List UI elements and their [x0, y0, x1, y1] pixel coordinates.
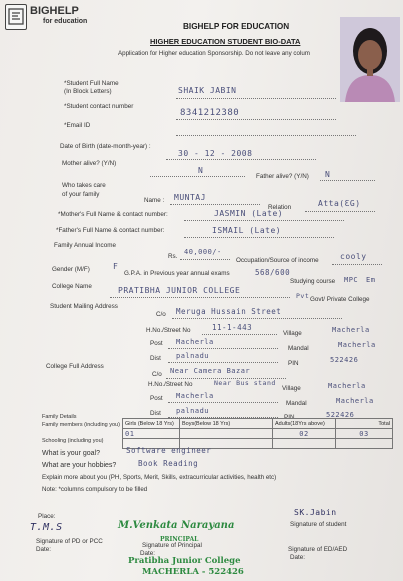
value-course[interactable]: MPC: [344, 276, 359, 284]
value-col-hno[interactable]: Near Bus stand: [214, 379, 276, 387]
col-girls: Girls (Below 18 Yrs): [123, 419, 180, 429]
label-gpa: G.P.A. in Previous year annual exams: [124, 270, 230, 277]
value-girls[interactable]: 01: [123, 429, 180, 439]
label-date-2: Date:: [140, 550, 156, 557]
brand-name: BIGHELP: [30, 5, 79, 17]
instruction-text: Application for Higher education Sponsorship. Do not leave any colum: [118, 50, 310, 57]
stamp-line-1: PRINCIPAL: [160, 536, 199, 543]
value-occupation[interactable]: cooly: [340, 252, 367, 261]
sig-principal: M.Venkata Narayana: [118, 520, 235, 531]
value-total[interactable]: 03: [336, 429, 393, 439]
label-of-family: of your family: [62, 191, 100, 198]
label-who-takes-care: Who takes care: [62, 182, 106, 189]
value-college[interactable]: PRATIBHA JUNIOR COLLEGE: [118, 286, 241, 295]
label-mandal-2: Mandal: [286, 400, 307, 407]
value-course-extra[interactable]: Em: [366, 276, 376, 284]
value-dob[interactable]: 30 - 12 - 2008: [178, 149, 253, 158]
value-contact[interactable]: 8341212380: [180, 108, 240, 118]
org-title: BIGHELP FOR EDUCATION: [183, 22, 290, 31]
col-total: Total: [336, 419, 393, 429]
value-col-dist[interactable]: palnadu: [176, 407, 210, 415]
label-place: Place:: [38, 513, 56, 520]
value-income[interactable]: 40,000/-: [184, 248, 222, 256]
stamp-line-3: MACHERLA - 522426: [142, 567, 244, 577]
family-table: [122, 418, 393, 449]
label-dist-1: Dist: [150, 355, 161, 362]
value-mail-post[interactable]: Macherla: [176, 338, 214, 346]
label-dob: Date of Birth (date-month-year) :: [60, 143, 151, 150]
label-family-members: Family members (including you): [42, 422, 120, 428]
value-mail-village[interactable]: Macherla: [332, 326, 370, 334]
label-sig-student: Signature of student: [290, 521, 347, 528]
col-adults: Adults(18Yrs above): [273, 419, 336, 429]
value-col-pin[interactable]: 522426: [326, 411, 355, 419]
value-relation[interactable]: Atta(ƐG): [318, 199, 361, 208]
label-family-details: Family Details: [42, 414, 77, 420]
label-father-alive: Father alive? (Y/N): [256, 173, 309, 180]
value-gpa[interactable]: 568/600: [255, 268, 291, 277]
label-email: *Email ID: [64, 122, 91, 129]
value-goal[interactable]: Software engineer: [126, 446, 212, 455]
col-boys: Boys(Below 18 Yrs): [180, 419, 273, 429]
value-col-village[interactable]: Macherla: [328, 382, 366, 390]
label-co-2: C/o: [152, 371, 162, 378]
label-sig-pd: Signature of PD or PCC: [36, 538, 103, 545]
value-col-post[interactable]: Macherla: [176, 392, 214, 400]
label-post-2: Post: [150, 395, 163, 402]
logo-icon: [5, 4, 27, 30]
label-studying-course: Studying course: [290, 278, 336, 285]
value-mail-dist[interactable]: palnadu: [176, 352, 210, 360]
value-gender[interactable]: F: [113, 262, 119, 271]
value-mail-mandal[interactable]: Macherla: [338, 341, 376, 349]
label-college-address: College Full Address: [46, 363, 104, 370]
label-hno-2: H.No./Street No: [148, 381, 193, 388]
value-mother[interactable]: JASMIN (Late): [214, 209, 284, 218]
label-goal: What is your goal?: [42, 450, 100, 457]
value-col-co[interactable]: Near Camera Bazar: [170, 367, 251, 375]
label-family-income: Family Annual Income: [54, 242, 116, 249]
label-village-2: Village: [282, 385, 301, 392]
label-mandal-1: Mandal: [288, 345, 309, 352]
label-block-letters: (In Block Letters): [64, 88, 112, 95]
value-boys[interactable]: [180, 429, 273, 439]
label-hno-1: H.No./Street No: [146, 327, 191, 334]
label-college-type: Govt/ Private College: [310, 296, 370, 303]
label-relation: Relation: [268, 204, 292, 211]
label-pin-1: PIN: [288, 360, 299, 367]
label-occupation: Occupation/Source of income: [236, 257, 319, 264]
label-date-3: Date:: [290, 554, 306, 561]
value-father-alive[interactable]: N: [325, 170, 331, 179]
stamp-line-2: Pratibha Junior College: [128, 556, 241, 566]
label-full-name: *Student Full Name: [64, 80, 119, 87]
label-date-1: Date:: [36, 546, 52, 553]
value-adults[interactable]: 02: [273, 429, 336, 439]
label-hobbies: What are your hobbies?: [42, 462, 117, 469]
label-mother: *Mother's Full Name & contact number:: [58, 211, 168, 218]
label-explain: Explain more about you (PH, Sports, Merit, Skills, extracurricular activities, health etc): [42, 474, 277, 481]
label-mailing-address: Student Mailing Address: [50, 303, 118, 310]
label-village-1: Village: [283, 330, 302, 337]
label-college-name: College Name: [52, 283, 92, 290]
brand-sub: for education: [43, 18, 88, 25]
value-mail-pin[interactable]: 522426: [330, 356, 359, 364]
sig-pd: T.M.S: [30, 522, 63, 533]
label-name: Name :: [144, 197, 165, 204]
student-photo: [340, 17, 400, 102]
value-caretaker[interactable]: MUNTAJ: [174, 193, 206, 202]
label-co-1: C/o: [156, 311, 166, 318]
value-mother-alive[interactable]: N: [198, 166, 204, 175]
sig-student: SK.Jabin: [294, 508, 337, 517]
form-title: HIGHER EDUCATION STUDENT BIO-DATA: [150, 37, 301, 46]
label-post-1: Post: [150, 340, 163, 347]
label-dist-2: Dist: [150, 410, 161, 417]
value-mail-hno[interactable]: 11-1-443: [212, 323, 253, 332]
label-gender: Gender (M/F): [52, 266, 90, 273]
label-pin-2: PIN: [284, 414, 295, 421]
value-father[interactable]: ISMAIL (Late): [212, 226, 282, 235]
label-mother-alive: Mother alive? (Y/N): [62, 160, 117, 167]
value-college-type[interactable]: Pvt: [296, 292, 310, 300]
label-note: Note: *columns compulsory to be filled: [42, 486, 148, 493]
value-mail-co[interactable]: Meruga Hussain Street: [176, 307, 282, 316]
value-hobbies[interactable]: Book Reading: [138, 459, 199, 468]
label-father: *Father's Full Name & contact number:: [56, 227, 165, 234]
label-sig-ed: Signature of ED/AED: [288, 546, 348, 553]
label-sig-principal: Signature of Principal: [142, 542, 202, 549]
value-full-name[interactable]: SHAIK JABIN: [178, 86, 237, 95]
label-contact: *Student contact number: [64, 103, 134, 110]
label-schooling: Schooling (including you): [42, 438, 104, 444]
value-col-mandal[interactable]: Macherla: [336, 397, 374, 405]
label-rs: Rs.: [168, 253, 178, 260]
